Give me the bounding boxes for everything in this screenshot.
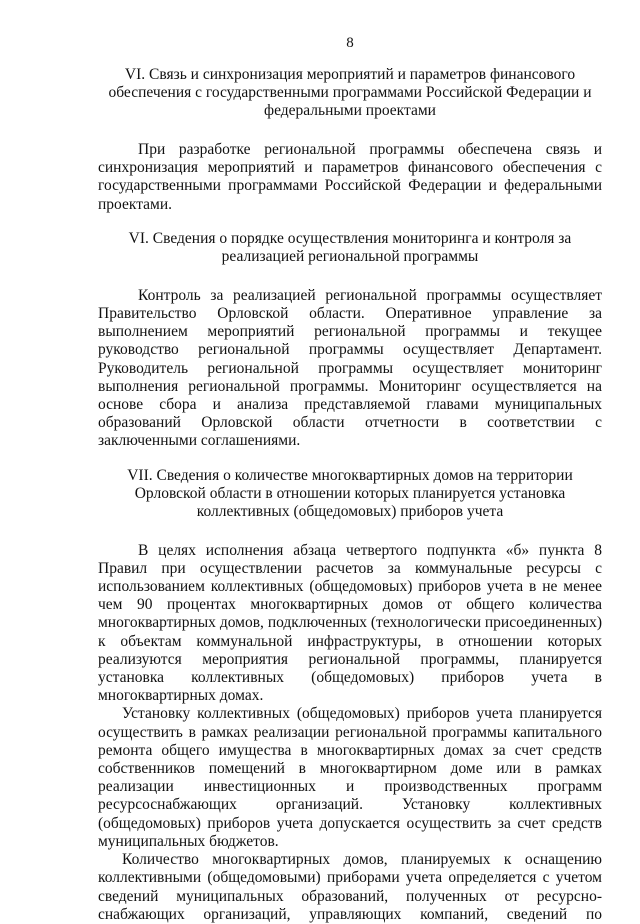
section-heading: VII. Сведения о количестве многоквартирных домов на территории Орловской области в отношении которых планируется установка коллективных (общедомовых) приборов учета: [127, 466, 573, 520]
section-metering-devices: [98, 467, 602, 924]
section-synchronization: [98, 66, 602, 214]
paragraph: В целях исполнения абзаца четвертого подпункта «б» пункта 8 Правил при осуществлении расчетов за коммунальные ресурсы с использованием коллективных (общедомовых) приборов учета в не менее чем 90 процентах многоквартирных домов от общего количества многоквартирных домов, подключенных (технологически присоединенных) к объектам коммунальной инфраструктуры, в отношении которых реализуются мероприятия региональной программы, планируется установка коллективных (общедомовых) приборов учета в многоквартирных домах.: [98, 541, 602, 705]
section-heading: VI. Сведения о порядке осуществления мониторинга и контроля за реализацией региональной программы: [128, 229, 572, 265]
page-number: 8: [346, 35, 354, 51]
section-monitoring: [98, 230, 602, 451]
paragraph: Количество многоквартирных домов, планируемых к оснащению коллективными (общедомовыми) приборами учета определяется с учетом сведений муниципальных образований, полученных от ресурсно-снабжающих организаций, управляющих компаний, сведений по: [98, 851, 602, 923]
paragraph: Установку коллективных (общедомовых) приборов учета планируется осуществить в рамках реализации региональной программы капитального ремонта общего имущества в многоквартирных домах за счет средств собственников помещений в многоквартирном доме или в рамках реализации инвестиционных и производственных программ ресурсоснабжающих организаций. Установку коллективных (общедомовых) приборов учета допускается осуществить за счет средств муниципальных бюджетов.: [98, 705, 602, 850]
section-heading: VI. Связь и синхронизация мероприятий и параметров финансового обеспечения с государственными программами Российской Федерации и федеральными проектами: [108, 66, 592, 119]
paragraph: При разработке региональной программы обеспечена связь и синхронизация мероприятий и параметров финансового обеспечения с государственными программами Российской Федерации и федеральными проектами.: [98, 141, 602, 213]
paragraph: Контроль за реализацией региональной программы осуществляет Правительство Орловской области. Оперативное управление за выполнением мероприятий региональной программы и текущее руководство региональной программы осуществляет Департамент. Руководитель региональной программы осуществляет мониторинг выполнения региональной программы. Мониторинг осуществляется на основе сбора и анализа представляемой главами муниципальных образований Орловской области отчетности в соответствии с заключенными соглашениями.: [98, 286, 602, 450]
